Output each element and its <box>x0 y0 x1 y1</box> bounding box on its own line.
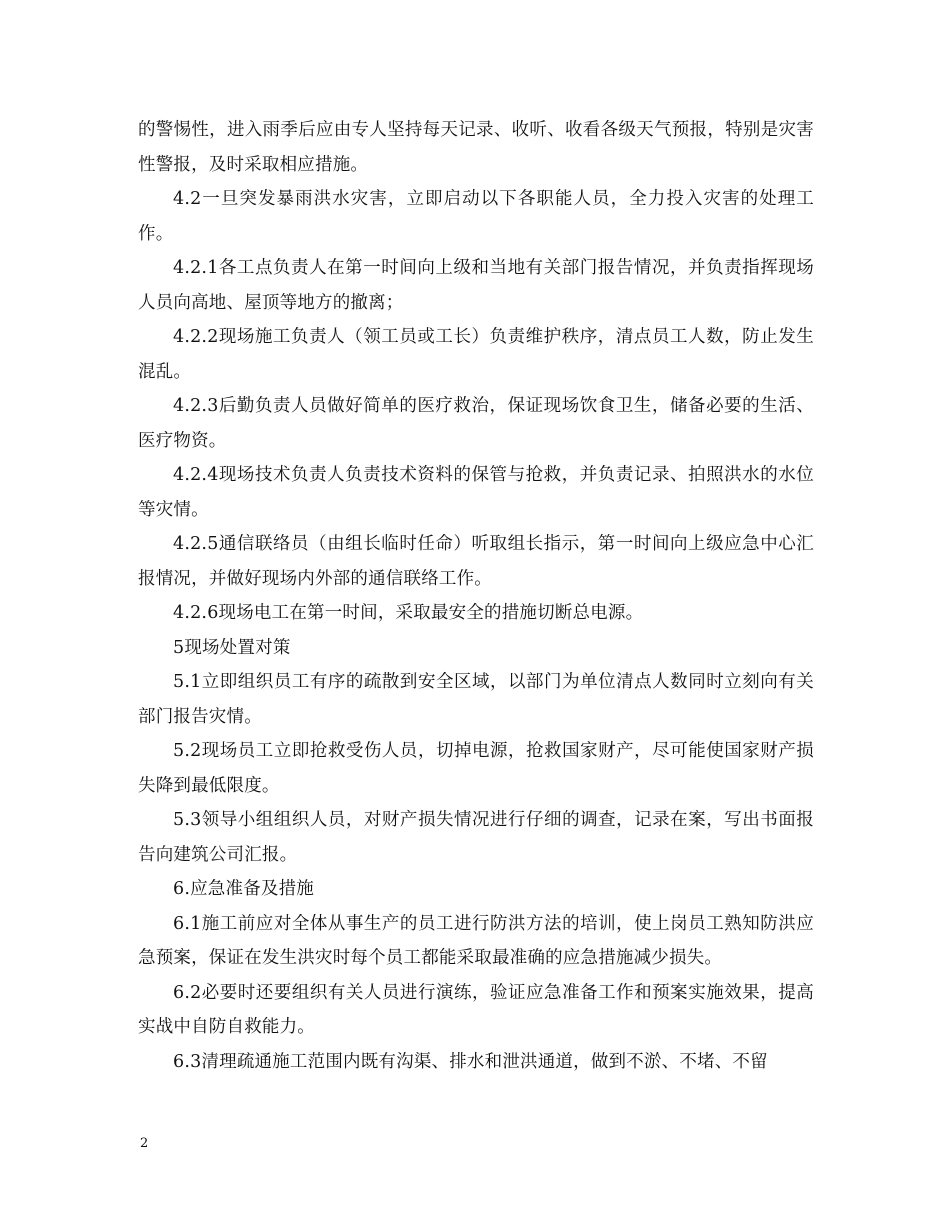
page-number: 2 <box>140 1136 149 1151</box>
paragraph-4-2-1: 4.2.1各工点负责人在第一时间向上级和当地有关部门报告情况，并负责指挥现场人员向高地、屋顶等地方的撤离； <box>138 258 814 313</box>
document-body <box>138 113 814 1079</box>
paragraph-5-3: 5.3领导小组组织人员，对财产损失情况进行仔细的调查，记录在案，写出书面报告向建筑公司汇报。 <box>138 810 814 865</box>
paragraph-4-2-6: 4.2.6现场电工在第一时间，采取最安全的措施切断总电源。 <box>173 603 644 623</box>
paragraph-6-2: 6.2必要时还要组织有关人员进行演练，验证应急准备工作和预案实施效果，提高实战中自防自救能力。 <box>138 982 814 1037</box>
paragraph-4-2: 4.2一旦突发暴雨洪水灾害，立即启动以下各职能人员，全力投入灾害的处理工作。 <box>138 189 814 244</box>
paragraph-continuation: 的警惕性，进入雨季后应由专人坚持每天记录、收听、收看各级天气预报，特别是灾害性警报，及时采取相应措施。 <box>138 120 814 175</box>
paragraph-4-2-3: 4.2.3后勤负责人员做好简单的医疗救治，保证现场饮食卫生，储备必要的生活、医疗物资。 <box>138 396 814 451</box>
section-heading-6: 6.应急准备及措施 <box>173 879 314 899</box>
paragraph-4-2-2: 4.2.2现场施工负责人（领工员或工长）负责维护秩序，清点员工人数，防止发生混乱。 <box>138 327 814 382</box>
paragraph-4-2-5: 4.2.5通信联络员（由组长临时任命）听取组长指示，第一时间向上级应急中心汇报情况，并做好现场内外部的通信联络工作。 <box>138 534 814 589</box>
paragraph-5-2: 5.2现场员工立即抢救受伤人员，切掉电源，抢救国家财产，尽可能使国家财产损失降到最低限度。 <box>138 741 814 796</box>
paragraph-6-1: 6.1施工前应对全体从事生产的员工进行防洪方法的培训，使上岗员工熟知防洪应急预案，保证在发生洪灾时每个员工都能采取最准确的应急措施减少损失。 <box>138 913 814 968</box>
paragraph-6-3: 6.3清理疏通施工范围内既有沟渠、排水和泄洪通道，做到不淤、不堵、不留 <box>173 1051 768 1072</box>
paragraph-5-1: 5.1立即组织员工有序的疏散到安全区域，以部门为单位清点人数同时立刻向有关部门报告灾情。 <box>138 672 814 727</box>
section-heading-5: 5现场处置对策 <box>173 637 291 658</box>
paragraph-4-2-4: 4.2.4现场技术负责人负责技术资料的保管与抢救，并负责记录、拍照洪水的水位等灾情。 <box>138 465 814 520</box>
